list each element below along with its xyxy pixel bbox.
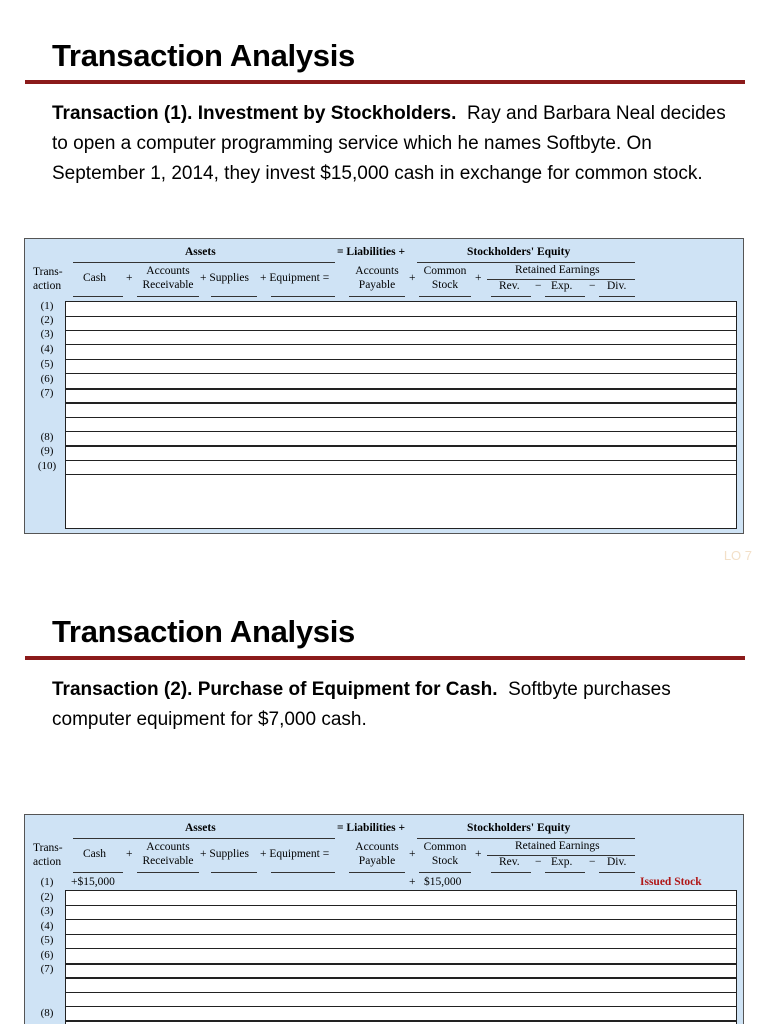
row-label: (5) (40, 358, 54, 370)
revenue-header: Rev. (499, 280, 520, 292)
transaction-description (52, 675, 732, 735)
row1-note: Issued Stock (640, 876, 702, 888)
transaction-heading: Transaction (1). Investment by Stockholders. (52, 103, 457, 124)
row-label: (6) (40, 373, 54, 385)
accounts-payable-header: Accounts Payable (355, 265, 399, 291)
transaction-ledger: Assets = Liabilities + Stockholders' Equity Trans- action Cash + Accounts Receivable + Supplies + Equipment = Accounts Payable + Common Stock + Retained Earnings Rev. − Exp. − Div. (1) +$15,000 + $15,000 Issued Stock (2) (3) (4) (5) (6) (7) (8) (24, 814, 744, 1024)
dividends-header: Div. (607, 280, 627, 292)
transaction-col-header: Trans- action (33, 842, 63, 868)
row-label: (10) (37, 460, 57, 472)
liabilities-header: = Liabilities + (337, 822, 406, 834)
retained-earnings-header: Retained Earnings (515, 264, 600, 276)
ledger-grid (65, 890, 737, 1024)
row-label: (3) (40, 328, 54, 340)
row-label: (2) (40, 314, 54, 326)
dividends-header: Div. (607, 856, 627, 868)
slide-title: Transaction Analysis (52, 38, 355, 73)
retained-earnings-header: Retained Earnings (515, 840, 600, 852)
row-label: (7) (40, 963, 54, 975)
title-rule (25, 656, 745, 660)
row-label: (6) (40, 949, 54, 961)
equipment-header: + Equipment = (260, 272, 330, 284)
liabilities-header: = Liabilities + (337, 246, 406, 258)
row-label: (3) (40, 905, 54, 917)
row-label: (4) (40, 920, 54, 932)
slide-2 (0, 576, 768, 1024)
transaction-heading: Transaction (2). Purchase of Equipment for Cash. (52, 679, 498, 700)
row-label: (4) (40, 343, 54, 355)
cash-header: Cash (83, 272, 106, 284)
assets-header: Assets (185, 246, 216, 258)
equipment-header: + Equipment = (260, 848, 330, 860)
row1-cash: +$15,000 (71, 876, 115, 888)
row-label: (9) (40, 445, 54, 457)
assets-header: Assets (185, 822, 216, 834)
revenue-header: Rev. (499, 856, 520, 868)
common-stock-header: Common Stock (423, 265, 467, 291)
row-label: (1) (40, 876, 54, 888)
accounts-receivable-header: Accounts Receivable (142, 265, 194, 291)
lo-label: LO 7 (723, 548, 752, 563)
ledger-grid (65, 301, 737, 529)
transaction-description (52, 99, 732, 189)
row1-common-stock: $15,000 (424, 876, 462, 888)
equity-header: Stockholders' Equity (467, 246, 571, 258)
row-label: (7) (40, 387, 54, 399)
transaction-col-header: Trans- action (33, 266, 63, 292)
equity-header: Stockholders' Equity (467, 822, 571, 834)
row-label: (2) (40, 891, 54, 903)
transaction-text: Ray and Barbara Neal decides to open a computer programming service which he names Softbyte. On September 1, 2014, they invest $15,000 cash in exchange for common stock. (52, 103, 726, 184)
accounts-payable-header: Accounts Payable (355, 841, 399, 867)
row-label: (8) (40, 431, 54, 443)
row-label: (5) (40, 934, 54, 946)
common-stock-header: Common Stock (423, 841, 467, 867)
supplies-header: + Supplies (200, 848, 249, 860)
cash-header: Cash (83, 848, 106, 860)
transaction-ledger: Assets = Liabilities + Stockholders' Equity Trans- action Cash + Accounts Receivable + Supplies + Equipment = Accounts Payable + Common Stock + Retained Earnings Rev. − Exp. − Div. (1) (2) (3) (4) (5) (6) (7) (8) (9) (10) (24, 238, 744, 534)
transaction-text: Softbyte purchases computer equipment for $7,000 cash. (52, 679, 671, 730)
supplies-header: + Supplies (200, 272, 249, 284)
expenses-header: Exp. (551, 280, 573, 292)
slide-title: Transaction Analysis (52, 614, 355, 649)
accounts-receivable-header: Accounts Receivable (142, 841, 194, 867)
title-rule (25, 80, 745, 84)
row-label: (8) (40, 1007, 54, 1019)
expenses-header: Exp. (551, 856, 573, 868)
row1-plus: + (409, 876, 416, 888)
row-label: (1) (40, 300, 54, 312)
